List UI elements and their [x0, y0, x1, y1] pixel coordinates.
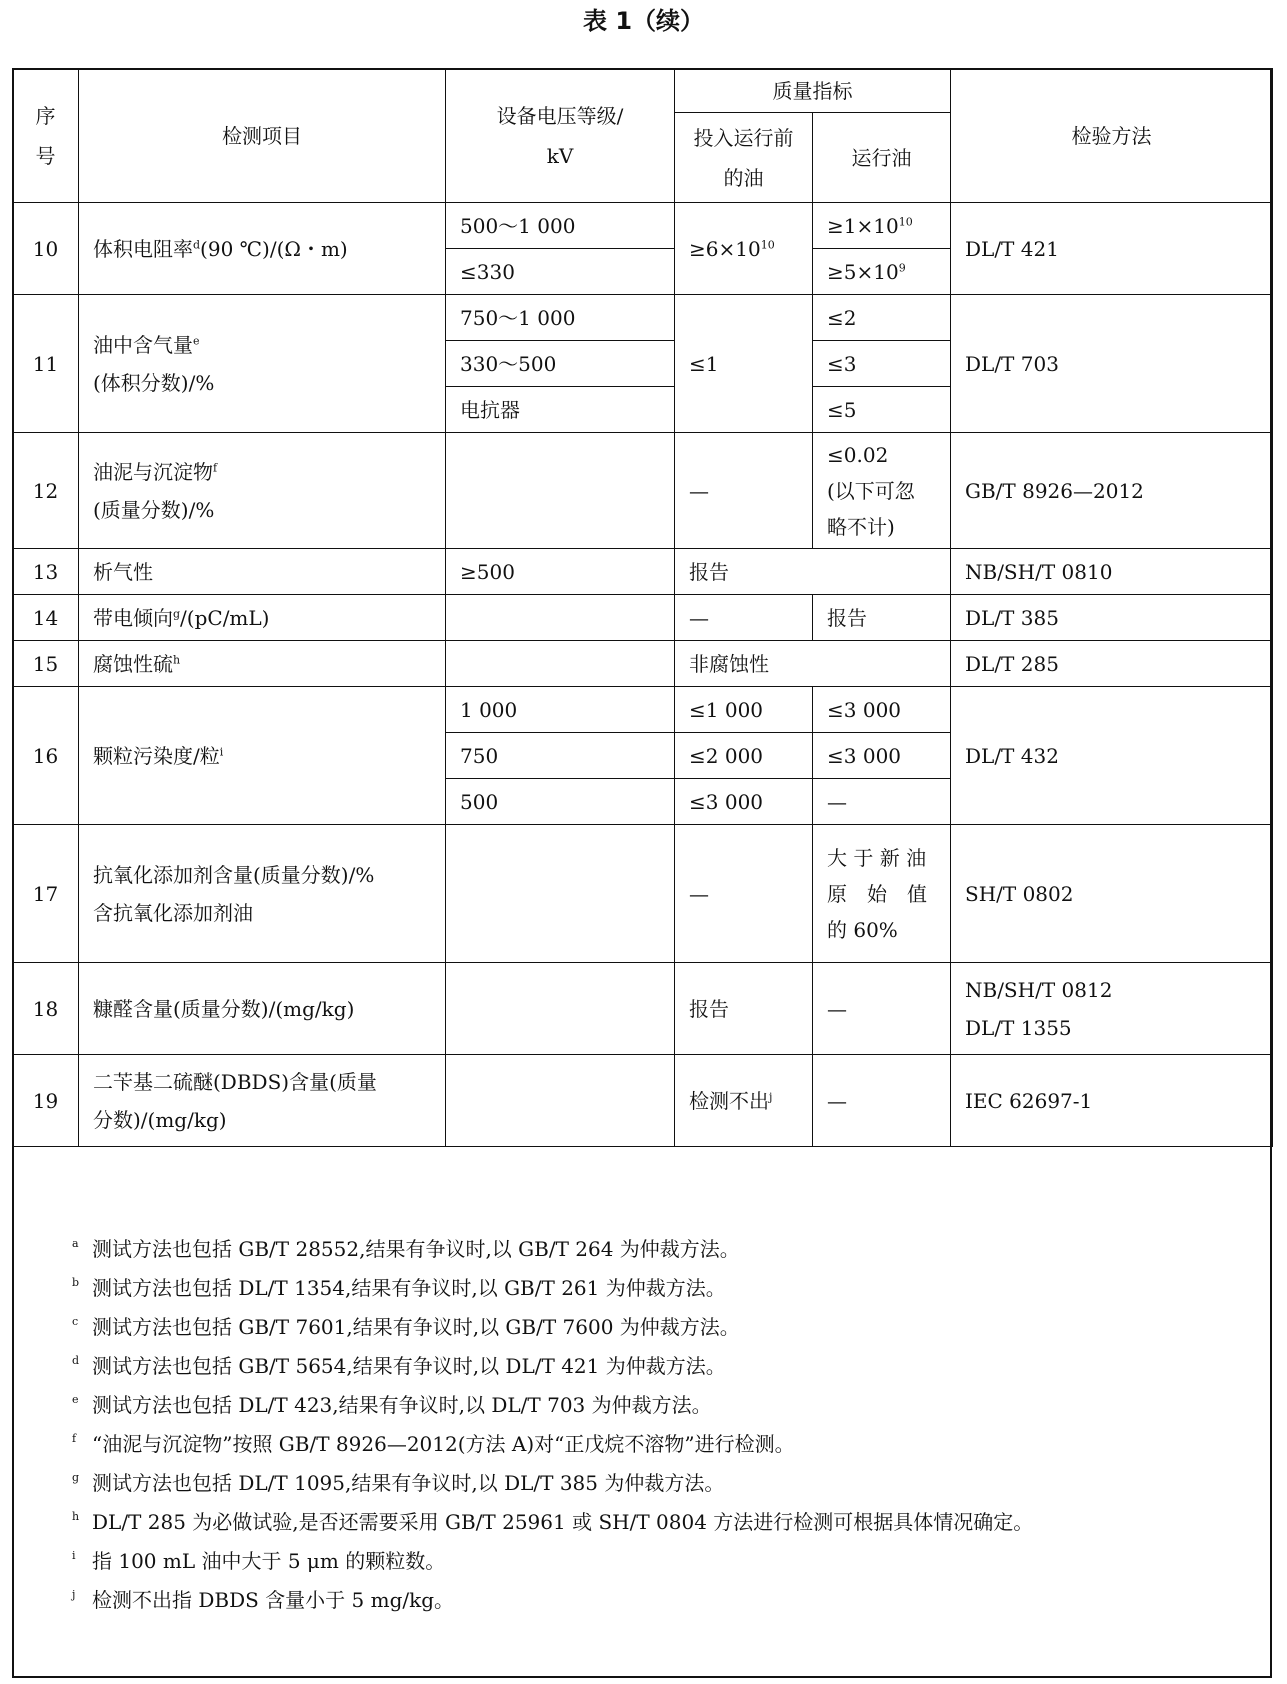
- footnote: [12, 1347, 1272, 1386]
- running-cell: —: [813, 1055, 951, 1147]
- method-cell: DL/T 285: [951, 641, 1273, 687]
- method-line2: DL/T 1355: [965, 1015, 1072, 1040]
- method-cell: DL/T 703: [951, 295, 1273, 433]
- header-seq: 序号: [13, 69, 79, 203]
- voltage-cell: [446, 433, 675, 549]
- footnote: [12, 1542, 1272, 1581]
- voltage-cell: 750: [446, 733, 675, 779]
- footnote-mark: j: [72, 1588, 76, 1601]
- table-row: [13, 295, 1273, 341]
- table-row: [13, 203, 1273, 249]
- before-cell: ≤1 000: [675, 687, 813, 733]
- footnote-ref: d: [193, 237, 201, 251]
- footnote-text: 检测不出指 DBDS 含量小于 5 mg/kg。: [92, 1588, 455, 1612]
- footnote: [12, 1464, 1272, 1503]
- footnote-text: 测试方法也包括 GB/T 5654,结果有争议时,以 DL/T 421 为仲裁方法。: [92, 1354, 726, 1378]
- footnote-text: “油泥与沉淀物”按照 GB/T 8926—2012(方法 A)对“正戊烷不溶物”进行检测。: [92, 1432, 795, 1456]
- row-item-line2: (体积分数)/%: [93, 370, 215, 395]
- footnote-mark: i: [72, 1549, 76, 1562]
- row-no: 18: [13, 963, 79, 1055]
- row-no: 11: [13, 295, 79, 433]
- method-cell: NB/SH/T 0810: [951, 549, 1273, 595]
- header-quality: 质量指标: [675, 69, 951, 113]
- footnote: [12, 1503, 1272, 1542]
- running-line3: 的 60%: [827, 917, 898, 942]
- header-running: 运行油: [813, 113, 951, 203]
- header-voltage-line1: 设备电压等级/: [496, 103, 624, 128]
- running-cell: [813, 249, 951, 295]
- header-before-line2: 的油: [723, 165, 764, 190]
- footnote: [12, 1425, 1272, 1464]
- table-row: [13, 549, 1273, 595]
- footnote-ref: e: [193, 333, 200, 347]
- table-row: [13, 1055, 1273, 1147]
- before-cell: [675, 1055, 813, 1147]
- before-value: 检测不出: [689, 1088, 769, 1113]
- voltage-cell: 330～500: [446, 341, 675, 387]
- footnotes: [12, 1230, 1272, 1620]
- running-value: ≥1×10: [827, 213, 899, 238]
- footnote-ref: i: [219, 744, 224, 758]
- footnote: [12, 1308, 1272, 1347]
- running-cell: [813, 433, 951, 549]
- footnote: [12, 1230, 1272, 1269]
- running-cell: —: [813, 779, 951, 825]
- footnote-ref: f: [213, 460, 218, 474]
- before-value: ≥6×10: [689, 236, 761, 261]
- footnote-text: 测试方法也包括 DL/T 423,结果有争议时,以 DL/T 703 为仲裁方法。: [92, 1393, 712, 1417]
- running-cell: ≤2: [813, 295, 951, 341]
- header-before: [675, 113, 813, 203]
- footnote-ref: h: [173, 652, 181, 666]
- table-row: [13, 825, 1273, 963]
- footnote: [12, 1386, 1272, 1425]
- row-item-tail: (90 ℃)/(Ω・m): [200, 236, 348, 261]
- row-no: 15: [13, 641, 79, 687]
- row-no: 10: [13, 203, 79, 295]
- voltage-cell: ≤330: [446, 249, 675, 295]
- running-line1: ≤0.02: [827, 442, 889, 467]
- row-no: 12: [13, 433, 79, 549]
- footnote-ref: j: [769, 1089, 773, 1103]
- table-title: 表 1（续）: [582, 7, 705, 35]
- running-cell: ≤3: [813, 341, 951, 387]
- footnote-text: DL/T 285 为必做试验,是否还需要采用 GB/T 25961 或 SH/T 0804 方法进行检测可根据具体情况确定。: [92, 1510, 1034, 1534]
- footnote-text: 测试方法也包括 GB/T 7601,结果有争议时,以 GB/T 7600 为仲裁方法。: [92, 1315, 740, 1339]
- running-line1: 大 于 新 油: [827, 845, 927, 870]
- footnote: [12, 1269, 1272, 1308]
- before-cell: ≤1: [675, 295, 813, 433]
- row-item-line2: 含抗氧化添加剂油: [93, 900, 253, 925]
- row-item: 糠醛含量(质量分数)/(mg/kg): [79, 963, 446, 1055]
- running-line3: 略不计): [827, 514, 895, 539]
- row-item: [79, 433, 446, 549]
- footnote-mark: h: [72, 1510, 80, 1523]
- footnote-mark: b: [72, 1276, 80, 1289]
- table-row: [13, 433, 1273, 549]
- method-cell: IEC 62697-1: [951, 1055, 1273, 1147]
- table-row: [13, 641, 1273, 687]
- row-item: 析气性: [79, 549, 446, 595]
- footnote-mark: g: [72, 1471, 80, 1484]
- before-cell: —: [675, 433, 813, 549]
- row-item-line2: 分数)/(mg/kg): [93, 1107, 227, 1132]
- header-voltage: [446, 69, 675, 203]
- exponent: 10: [898, 214, 913, 228]
- footnote-mark: e: [72, 1393, 79, 1406]
- header-voltage-line2: kV: [546, 143, 574, 168]
- quality-cell: 非腐蚀性: [675, 641, 951, 687]
- method-cell: DL/T 432: [951, 687, 1273, 825]
- row-no: 14: [13, 595, 79, 641]
- table-row: [13, 963, 1273, 1055]
- method-cell: GB/T 8926—2012: [951, 433, 1273, 549]
- running-cell: [813, 203, 951, 249]
- running-cell: ≤5: [813, 387, 951, 433]
- footnote-mark: c: [72, 1315, 79, 1328]
- voltage-cell: 750～1 000: [446, 295, 675, 341]
- row-item: [79, 203, 446, 295]
- footnote-mark: d: [72, 1354, 80, 1367]
- voltage-cell: 电抗器: [446, 387, 675, 433]
- row-item-line1: 油中含气量: [93, 332, 193, 357]
- footnote-text: 测试方法也包括 DL/T 1354,结果有争议时,以 GB/T 261 为仲裁方法。: [92, 1276, 726, 1300]
- exponent: 9: [898, 260, 906, 274]
- voltage-cell: 1 000: [446, 687, 675, 733]
- row-item-text: 带电倾向: [93, 605, 173, 630]
- row-no: 17: [13, 825, 79, 963]
- footnote-mark: a: [72, 1237, 79, 1250]
- header-method: 检验方法: [951, 69, 1273, 203]
- voltage-cell: [446, 641, 675, 687]
- row-no: 16: [13, 687, 79, 825]
- row-item: [79, 595, 446, 641]
- running-line2: 原 始 值: [827, 881, 927, 906]
- exponent: 10: [760, 237, 775, 251]
- row-item: [79, 687, 446, 825]
- running-value: ≥5×10: [827, 259, 899, 284]
- row-item-text: 体积电阻率: [93, 236, 193, 261]
- header-before-line1: 投入运行前: [693, 125, 794, 150]
- footnote-text: 测试方法也包括 GB/T 28552,结果有争议时,以 GB/T 264 为仲裁方法。: [92, 1237, 740, 1261]
- running-line2: (以下可忽: [827, 478, 915, 503]
- before-cell: 报告: [675, 963, 813, 1055]
- voltage-cell: [446, 963, 675, 1055]
- method-cell: SH/T 0802: [951, 825, 1273, 963]
- row-item-text: 腐蚀性硫: [93, 651, 173, 676]
- running-cell: ≤3 000: [813, 687, 951, 733]
- table-row: [13, 595, 1273, 641]
- footnote-ref: g: [173, 606, 181, 620]
- row-item-line1: 油泥与沉淀物: [93, 459, 213, 484]
- running-cell: 报告: [813, 595, 951, 641]
- method-cell: DL/T 385: [951, 595, 1273, 641]
- voltage-cell: ≥500: [446, 549, 675, 595]
- row-item-line2: (质量分数)/%: [93, 497, 215, 522]
- before-cell: —: [675, 825, 813, 963]
- row-item: [79, 641, 446, 687]
- quality-cell: 报告: [675, 549, 951, 595]
- running-cell: ≤3 000: [813, 733, 951, 779]
- row-item: [79, 295, 446, 433]
- row-item: [79, 825, 446, 963]
- footnote: [12, 1581, 1272, 1620]
- before-cell: ≤3 000: [675, 779, 813, 825]
- row-item: [79, 1055, 446, 1147]
- voltage-cell: 500: [446, 779, 675, 825]
- row-no: 19: [13, 1055, 79, 1147]
- row-item-line1: 二苄基二硫醚(DBDS)含量(质量: [93, 1069, 377, 1094]
- row-item-tail: /(pC/mL): [180, 605, 270, 630]
- footnote-mark: f: [72, 1432, 77, 1445]
- header-item: 检测项目: [79, 69, 446, 203]
- footnote-text: 测试方法也包括 DL/T 1095,结果有争议时,以 DL/T 385 为仲裁方法。: [92, 1471, 725, 1495]
- footnote-text: 指 100 mL 油中大于 5 μm 的颗粒数。: [92, 1549, 446, 1573]
- voltage-cell: [446, 825, 675, 963]
- method-line1: NB/SH/T 0812: [965, 977, 1113, 1002]
- voltage-cell: [446, 1055, 675, 1147]
- row-item-line1: 抗氧化添加剂含量(质量分数)/%: [93, 862, 375, 887]
- running-cell: —: [813, 963, 951, 1055]
- standards-table: [12, 68, 1273, 1147]
- voltage-cell: 500～1 000: [446, 203, 675, 249]
- running-cell: [813, 825, 951, 963]
- before-cell: —: [675, 595, 813, 641]
- row-no: 13: [13, 549, 79, 595]
- before-cell: ≤2 000: [675, 733, 813, 779]
- method-cell: [951, 963, 1273, 1055]
- table-row: [13, 687, 1273, 733]
- before-cell: [675, 203, 813, 295]
- voltage-cell: [446, 595, 675, 641]
- method-cell: DL/T 421: [951, 203, 1273, 295]
- row-item-text: 颗粒污染度/粒: [93, 743, 220, 768]
